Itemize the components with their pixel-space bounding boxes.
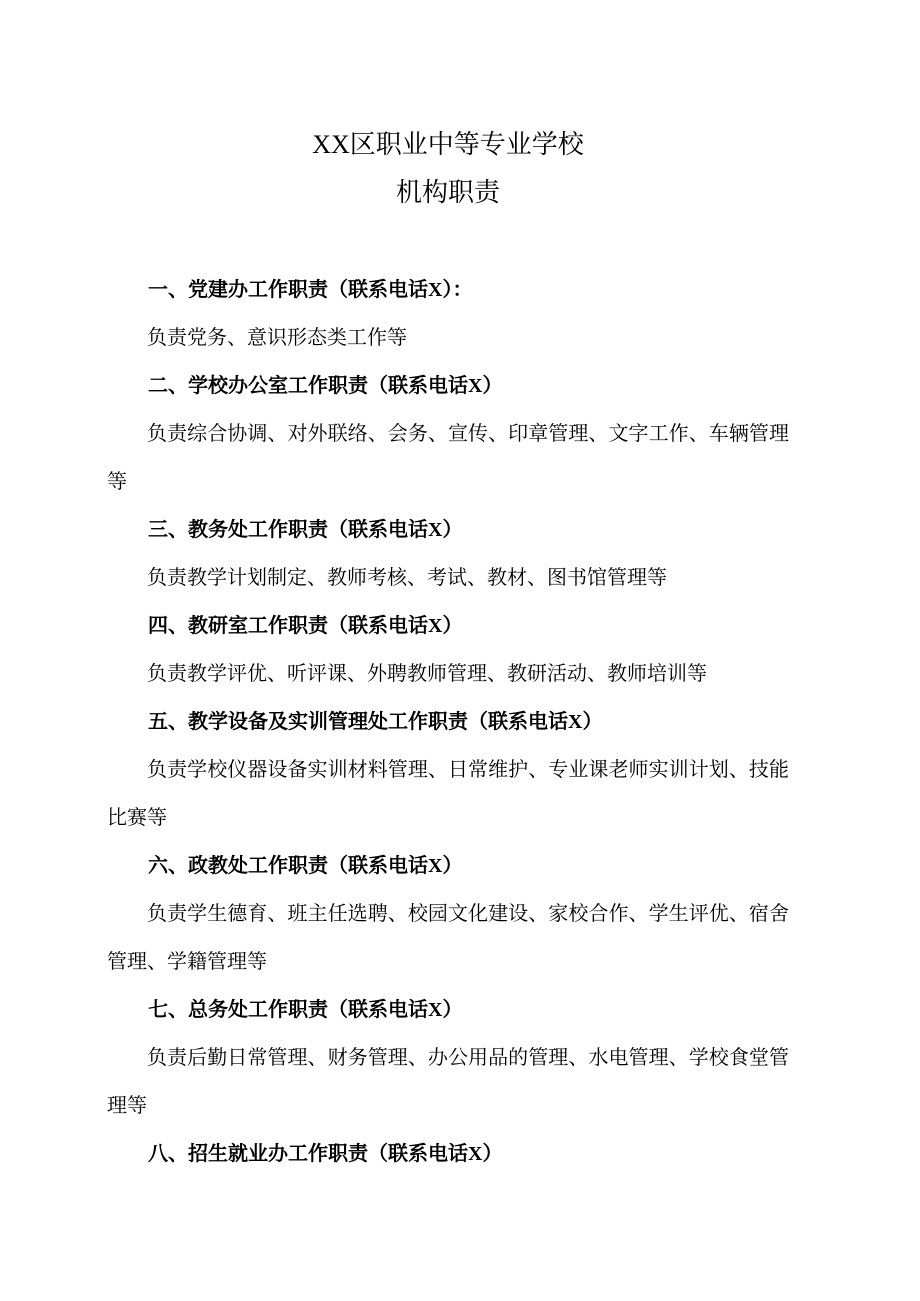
section-heading: 二、学校办公室工作职责（联系电话X） (148, 375, 503, 397)
section-body: 负责教学计划制定、教师考核、考试、教材、图书馆管理等 (147, 567, 667, 589)
section-heading: 四、教研室工作职责（联系电话X） (148, 615, 463, 637)
title-block (107, 121, 789, 217)
section-6 (107, 842, 789, 986)
section-heading: 八、招生就业办工作职责（联系电话X） (148, 1143, 503, 1165)
section-1 (107, 266, 789, 362)
document-title: XX区职业中等专业学校 (312, 130, 584, 159)
section-heading: 一、党建办工作职责（联系电话X）： (148, 279, 473, 301)
document-page (107, 121, 789, 1178)
section-body: 负责学生德育、班主任选聘、校园文化建设、家校合作、学生评优、宿舍管理、学籍管理等 (107, 903, 789, 973)
section-body: 负责综合协调、对外联络、会务、宣传、印章管理、文字工作、车辆管理等 (107, 423, 789, 493)
section-body: 负责教学评优、听评课、外聘教师管理、教研活动、教师培训等 (147, 663, 707, 685)
section-body: 负责学校仪器设备实训材料管理、日常维护、专业课老师实训计划、技能比赛等 (107, 759, 789, 829)
section-heading: 七、总务处工作职责（联系电话X） (148, 999, 463, 1021)
section-4 (107, 602, 789, 698)
section-heading: 六、政教处工作职责（联系电话X） (148, 855, 463, 877)
section-heading: 三、教务处工作职责（联系电话X） (148, 519, 463, 541)
section-7 (107, 986, 789, 1130)
document-subtitle: 机构职责 (395, 178, 500, 207)
section-8 (107, 1130, 789, 1178)
section-5 (107, 698, 789, 842)
section-body: 负责后勤日常管理、财务管理、办公用品的管理、水电管理、学校食堂管理等 (107, 1047, 789, 1117)
section-3 (107, 506, 789, 602)
section-heading: 五、教学设备及实训管理处工作职责（联系电话X） (148, 711, 603, 733)
section-body: 负责党务、意识形态类工作等 (147, 327, 407, 349)
section-2 (107, 362, 789, 506)
